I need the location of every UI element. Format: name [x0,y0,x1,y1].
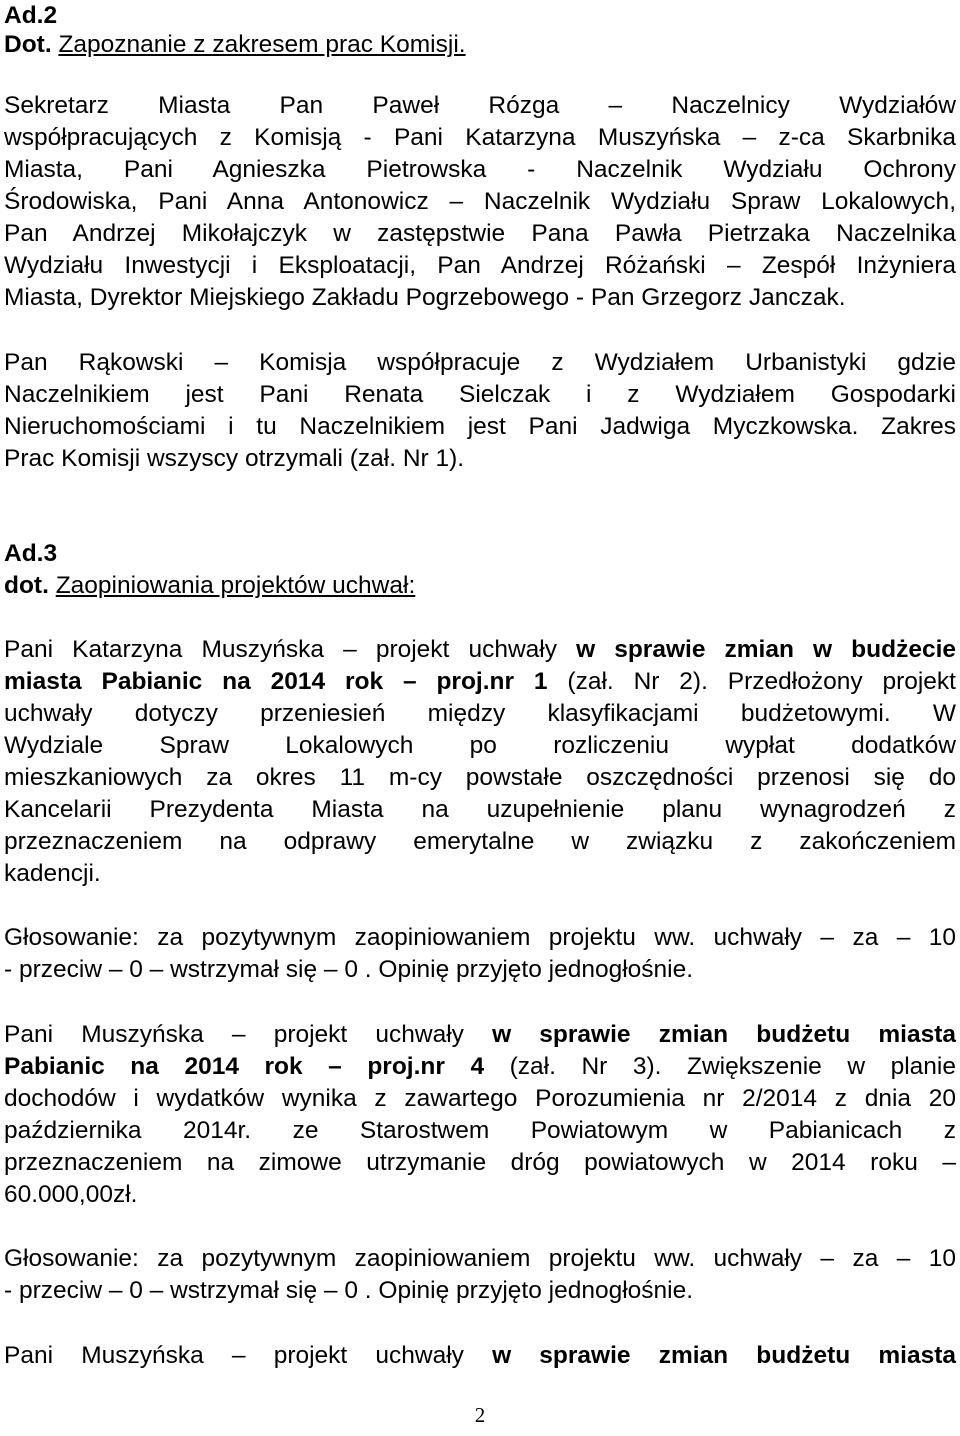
section-topic-line [4,29,466,61]
page-number: 2 [474,1403,486,1427]
paragraph-line: Miasta, Pani Agnieszka Pietrowska - Naczelnik Wydziału Ochrony [4,156,956,183]
paragraph-line: Naczelnikiem jest Pani Renata Sielczak i z Wydziałem Gospodarki [4,381,956,408]
paragraph-line: mieszkaniowych za okres 11 m-cy powstałe oszczędności przenosi się do [4,764,956,791]
vote-line: - przeciw – 0 – wstrzymał się – 0 . Opinię przyjęto jednogłośnie. [4,1277,694,1304]
paragraph-line: października 2014r. ze Starostwem Powiatowym w Pabianicach z [4,1117,956,1144]
paragraph-line: współpracujących z Komisją - Pani Katarzyna Muszyńska – z-ca Skarbnika [4,124,956,151]
section-heading: Ad.2 [4,2,58,29]
section-topic-line [4,570,415,602]
paragraph-line: kadencji. [4,860,101,887]
paragraph-line: Pan Andrzej Mikołajczyk w zastępstwie Pana Pawła Pietrzaka Naczelnika [4,220,956,247]
paragraph-line: Wydziale Spraw Lokalowych po rozliczeniu wypłat dodatków [4,732,956,759]
paragraph-line: Miasta, Dyrektor Miejskiego Zakładu Pogrzebowego - Pan Grzegorz Janczak. [4,284,846,311]
vote-line: - przeciw – 0 – wstrzymał się – 0 . Opinię przyjęto jednogłośnie. [4,956,694,983]
dot-prefix: dot. [4,572,49,599]
section-topic: Zapoznanie z zakresem prac Komisji. [58,31,466,58]
paragraph-line: Sekretarz Miasta Pan Paweł Rózga – Naczelnicy Wydziałów [4,92,956,119]
resolution-line: Pani Katarzyna Muszyńska – projekt uchwały w sprawie zmian w budżecie [4,636,957,663]
paragraph-line: Prac Komisji wszyscy otrzymali (zał. Nr 1). [4,445,465,472]
paragraph-line: Nieruchomościami i tu Naczelnikiem jest Pani Jadwiga Myczkowska. Zakres [4,413,956,440]
paragraph-line: dochodów i wydatków wynika z zawartego Porozumienia nr 2/2014 z dnia 20 [4,1085,956,1112]
paragraph-line: 60.000,00zł. [4,1181,138,1208]
paragraph-line: przeznaczeniem na zimowe utrzymanie dróg powiatowych w 2014 roku – [4,1149,956,1176]
paragraph-line: Pan Rąkowski – Komisja współpracuje z Wydziałem Urbanistyki gdzie [4,349,956,376]
resolution-line: Pabianic na 2014 rok – proj.nr 4 (zał. Nr 3). Zwiększenie w planie [4,1053,956,1080]
resolution-line: Pani Muszyńska – projekt uchwały w sprawie zmian budżetu miasta [4,1021,956,1048]
paragraph-line: Środowiska, Pani Anna Antonowicz – Naczelnik Wydziału Spraw Lokalowych, [4,188,956,215]
paragraph-line: uchwały dotyczy przeniesień między klasyfikacjami budżetowymi. W [4,700,956,727]
resolution-line: miasta Pabianic na 2014 rok – proj.nr 1 (zał. Nr 2). Przedłożony projekt [4,668,956,695]
resolution-line: Pani Muszyńska – projekt uchwały w sprawie zmian budżetu miasta [4,1342,956,1369]
section-heading: Ad.3 [4,540,58,567]
paragraph-line: Wydziału Inwestycji i Eksploatacji, Pan Andrzej Różański – Zespół Inżyniera [4,252,956,279]
section-topic: Zaopiniowania projektów uchwał: [55,572,416,599]
paragraph-line: przeznaczeniem na odprawy emerytalne w związku z zakończeniem [4,828,956,855]
vote-line: Głosowanie: za pozytywnym zaopiniowaniem projektu ww. uchwały – za – 10 [4,1245,956,1272]
vote-line: Głosowanie: za pozytywnym zaopiniowaniem projektu ww. uchwały – za – 10 [4,924,956,951]
dot-prefix: Dot. [4,31,52,58]
paragraph-line: Kancelarii Prezydenta Miasta na uzupełnienie planu wynagrodzeń z [4,796,956,823]
